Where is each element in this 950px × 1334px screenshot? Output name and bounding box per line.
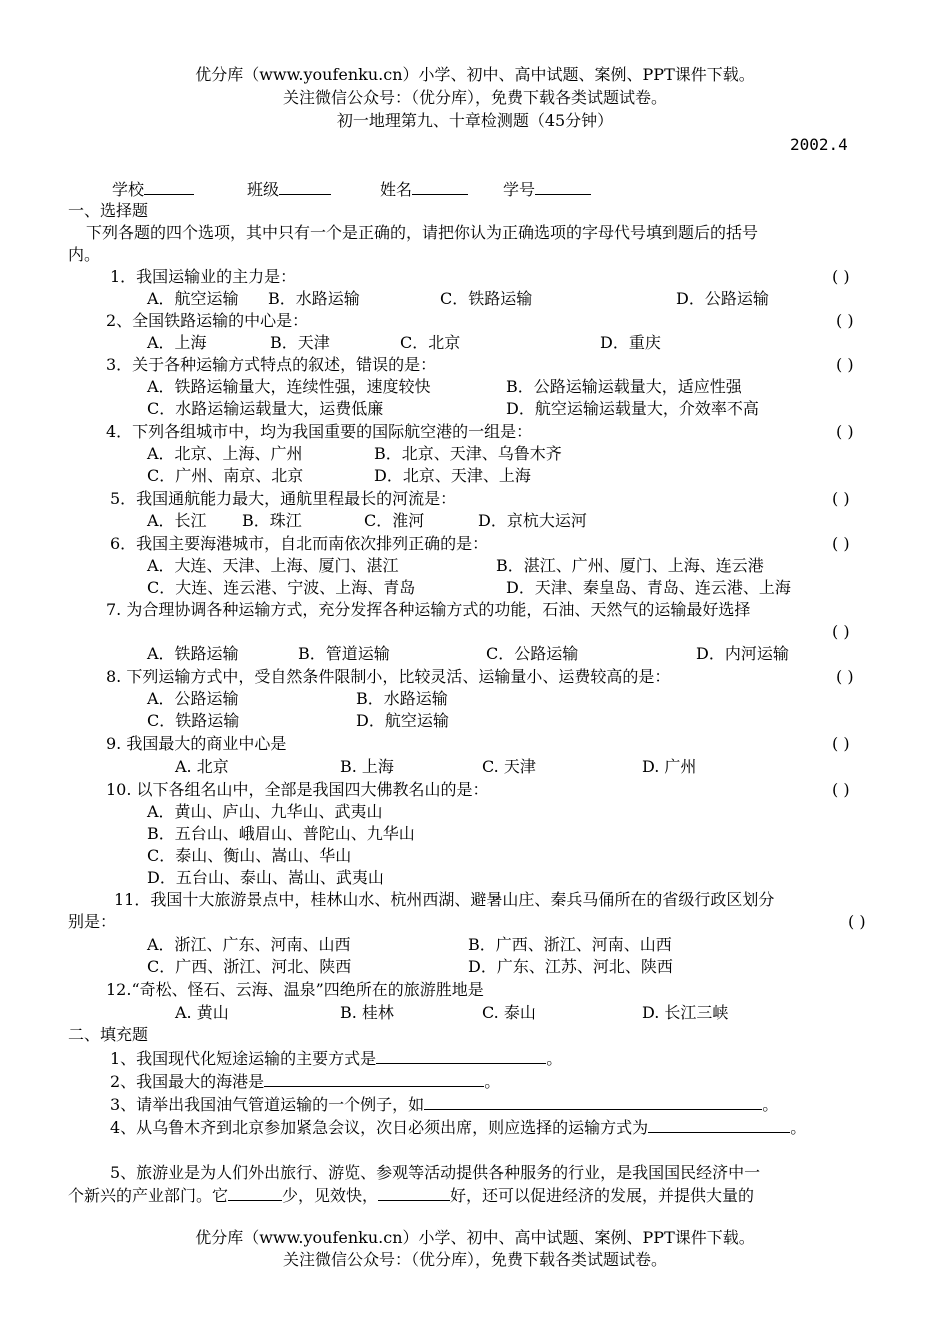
q11-option-a: A．浙江、广东、河南、山西 — [147, 935, 351, 954]
question-4-answer[interactable]: ( ) — [836, 422, 854, 441]
fill-item-4-text: 4、从乌鲁木齐到北京参加紧急会议，次日必须出席，则应选择的运输方式为 — [110, 1118, 649, 1137]
number-blank — [535, 178, 591, 195]
fill-item-5-text-c: 好，还可以促进经济的发展，并提供大量的 — [450, 1186, 755, 1205]
section1-instruction-cont: 内。 — [68, 245, 101, 264]
q2-option-a: A．上海 — [147, 333, 207, 352]
header-line-2: 关注微信公众号：（优分库），免费下载各类试题试卷。 — [282, 88, 667, 107]
fill-item-5-line-2 — [68, 1184, 754, 1207]
q6-option-c: C．大连、连云港、宁波、上海、青岛 — [147, 578, 416, 597]
q1-option-b: B．水路运输 — [268, 289, 360, 308]
fill-item-1-end: 。 — [546, 1049, 563, 1068]
q4-option-d: D．北京、天津、上海 — [374, 466, 531, 485]
question-4-stem: 4．下列各组城市中，均为我国重要的国际航空港的一组是： — [106, 422, 533, 441]
question-5-answer[interactable]: ( ) — [832, 489, 850, 508]
question-8-stem: 8. 下列运输方式中，受自然条件限制小，比较灵活、运输量小、运费较高的是： — [106, 667, 671, 686]
footer-line-1: 优分库（www.youfenku.cn）小学、初中、高中试题、案例、PPT课件下载。 — [195, 1228, 755, 1247]
section1-instruction: 下列各题的四个选项，其中只有一个是正确的，请把你认为正确选项的字母代号填到题后的括号 — [86, 223, 759, 242]
q12-option-d: D. 长江三峡 — [642, 1003, 729, 1022]
footer-line-2: 关注微信公众号：（优分库），免费下载各类试题试卷。 — [282, 1250, 667, 1269]
q5-option-c: C．淮河 — [364, 511, 425, 530]
question-10-stem: 10. 以下各组名山中，全部是我国四大佛教名山的是： — [106, 780, 489, 799]
q11-option-b: B．广西、浙江、河南、山西 — [468, 935, 672, 954]
fill-item-2 — [110, 1070, 500, 1093]
question-6-answer[interactable]: ( ) — [832, 534, 850, 553]
q6-option-b: B．湛江、广州、厦门、上海、连云港 — [496, 556, 764, 575]
q7-option-d: D．内河运输 — [696, 644, 789, 663]
info-class — [247, 178, 331, 201]
q12-option-c: C. 泰山 — [482, 1003, 536, 1022]
q10-option-a: A．黄山、庐山、九华山、武夷山 — [147, 802, 383, 821]
q9-option-c: C. 天津 — [482, 757, 536, 776]
q12-option-b: B. 桂林 — [340, 1003, 394, 1022]
question-11-stem-cont: 别是： — [68, 912, 117, 931]
q3-option-a: A．铁路运输量大，连续性强，速度较快 — [147, 377, 431, 396]
fill-item-4 — [110, 1116, 806, 1139]
fill-item-3-end: 。 — [762, 1095, 779, 1114]
fill-item-3-text: 3、请举出我国油气管道运输的一个例子，如 — [110, 1095, 425, 1114]
question-10-answer[interactable]: ( ) — [832, 780, 850, 799]
q1-option-c: C．铁路运输 — [440, 289, 533, 308]
question-8-answer[interactable]: ( ) — [836, 667, 854, 686]
q11-option-d: D．广东、江苏、河北、陕西 — [468, 957, 673, 976]
fill-item-2-text: 2、我国最大的海港是 — [110, 1072, 265, 1091]
school-blank — [144, 178, 194, 195]
section1-heading: 一、选择题 — [68, 201, 149, 220]
q2-option-b: B．天津 — [270, 333, 330, 352]
q3-option-d: D．航空运输运载量大，介效率不高 — [506, 399, 759, 418]
fill-item-5-line-1: 5、旅游业是为人们外出旅行、游览、参观等活动提供各种服务的行业，是我国国民经济中一 — [110, 1163, 761, 1182]
q10-option-d: D．五台山、泰山、嵩山、武夷山 — [147, 868, 384, 887]
question-6-stem: 6．我国主要海港城市，自北而南依次排列正确的是： — [110, 534, 489, 553]
exam-date: 2002.4 — [790, 135, 848, 154]
q9-option-d: D. 广州 — [642, 757, 697, 776]
question-7-answer[interactable]: ( ) — [832, 622, 850, 641]
question-2-answer[interactable]: ( ) — [836, 311, 854, 330]
q4-option-c: C．广州、南京、北京 — [147, 466, 304, 485]
fill-blank-2[interactable] — [264, 1070, 484, 1087]
question-3-answer[interactable]: ( ) — [836, 355, 854, 374]
q2-option-d: D．重庆 — [600, 333, 661, 352]
q10-option-b: B．五台山、峨眉山、普陀山、九华山 — [147, 824, 415, 843]
question-9-stem: 9. 我国最大的商业中心是 — [106, 734, 287, 753]
question-3-stem: 3．关于各种运输方式特点的叙述，错误的是： — [106, 355, 437, 374]
q4-option-a: A．北京、上海、广州 — [147, 444, 303, 463]
question-11-stem: 11．我国十大旅游景点中，桂林山水、杭州西湖、避暑山庄、秦兵马俑所在的省级行政区划分 — [114, 890, 775, 909]
q1-option-d: D．公路运输 — [676, 289, 769, 308]
name-blank — [412, 178, 468, 195]
fill-item-1-text: 1、我国现代化短途运输的主要方式是 — [110, 1049, 377, 1068]
info-name — [380, 178, 468, 201]
question-1-answer[interactable]: ( ) — [832, 267, 850, 286]
fill-item-3 — [110, 1093, 778, 1116]
class-blank — [279, 178, 331, 195]
q9-option-a: A. 北京 — [175, 757, 229, 776]
q11-option-c: C．广西、浙江、河北、陕西 — [147, 957, 352, 976]
q5-option-a: A．长江 — [147, 511, 207, 530]
q4-option-b: B．北京、天津、乌鲁木齐 — [374, 444, 562, 463]
question-11-answer[interactable]: ( ) — [848, 912, 866, 931]
q6-option-a: A．大连、天津、上海、厦门、湛江 — [147, 556, 399, 575]
q8-option-c: C．铁路运输 — [147, 711, 240, 730]
fill-item-5-text-a: 个新兴的产业部门。它 — [68, 1186, 229, 1205]
q8-option-b: B．水路运输 — [356, 689, 448, 708]
section2-heading: 二、填充题 — [68, 1025, 149, 1044]
fill-item-5-text-b: 少，见效快， — [282, 1186, 379, 1205]
question-9-answer[interactable]: ( ) — [832, 734, 850, 753]
q12-option-a: A. 黄山 — [175, 1003, 229, 1022]
info-number — [503, 178, 591, 201]
q7-option-b: B．管道运输 — [298, 644, 390, 663]
header-line-1: 优分库（www.youfenku.cn）小学、初中、高中试题、案例、PPT课件下载。 — [195, 65, 755, 84]
question-5-stem: 5．我国通航能力最大，通航里程最长的河流是： — [110, 489, 457, 508]
question-12-stem: 12.“奇松、怪石、云海、温泉”四绝所在的旅游胜地是 — [106, 980, 484, 999]
q7-option-c: C．公路运输 — [486, 644, 579, 663]
question-7-stem: 7. 为合理协调各种运输方式，充分发挥各种运输方式的功能，石油、天然气的运输最好选择 — [106, 600, 751, 619]
question-2-stem: 2、全国铁路运输的中心是： — [106, 311, 309, 330]
info-school-label: 学校 — [112, 180, 145, 199]
fill-blank-5b[interactable] — [378, 1184, 450, 1201]
q2-option-c: C．北京 — [400, 333, 461, 352]
info-number-label: 学号 — [503, 180, 536, 199]
q3-option-b: B．公路运输运载量大，适应性强 — [506, 377, 742, 396]
q8-option-a: A．公路运输 — [147, 689, 239, 708]
q5-option-d: D．京杭大运河 — [478, 511, 587, 530]
fill-blank-4[interactable] — [648, 1116, 790, 1133]
q6-option-d: D．天津、秦皇岛、青岛、连云港、上海 — [506, 578, 791, 597]
info-school — [112, 178, 194, 201]
q7-option-a: A．铁路运输 — [147, 644, 239, 663]
fill-item-1 — [110, 1047, 562, 1070]
fill-item-2-end: 。 — [484, 1072, 501, 1091]
info-class-label: 班级 — [247, 180, 280, 199]
q9-option-b: B. 上海 — [340, 757, 394, 776]
q10-option-c: C．泰山、衡山、嵩山、华山 — [147, 846, 352, 865]
question-1-stem: 1．我国运输业的主力是： — [110, 267, 297, 286]
q8-option-d: D．航空运输 — [356, 711, 449, 730]
q5-option-b: B．珠江 — [242, 511, 302, 530]
info-name-label: 姓名 — [380, 180, 413, 199]
fill-blank-3[interactable] — [424, 1093, 762, 1110]
q1-option-a: A．航空运输 — [147, 289, 239, 308]
fill-item-4-end: 。 — [790, 1118, 807, 1137]
exam-title: 初一地理第九、十章检测题（45分钟） — [336, 111, 614, 130]
fill-blank-1[interactable] — [376, 1047, 546, 1064]
fill-blank-5a[interactable] — [228, 1184, 282, 1201]
q3-option-c: C．水路运输运载量大，运费低廉 — [147, 399, 384, 418]
